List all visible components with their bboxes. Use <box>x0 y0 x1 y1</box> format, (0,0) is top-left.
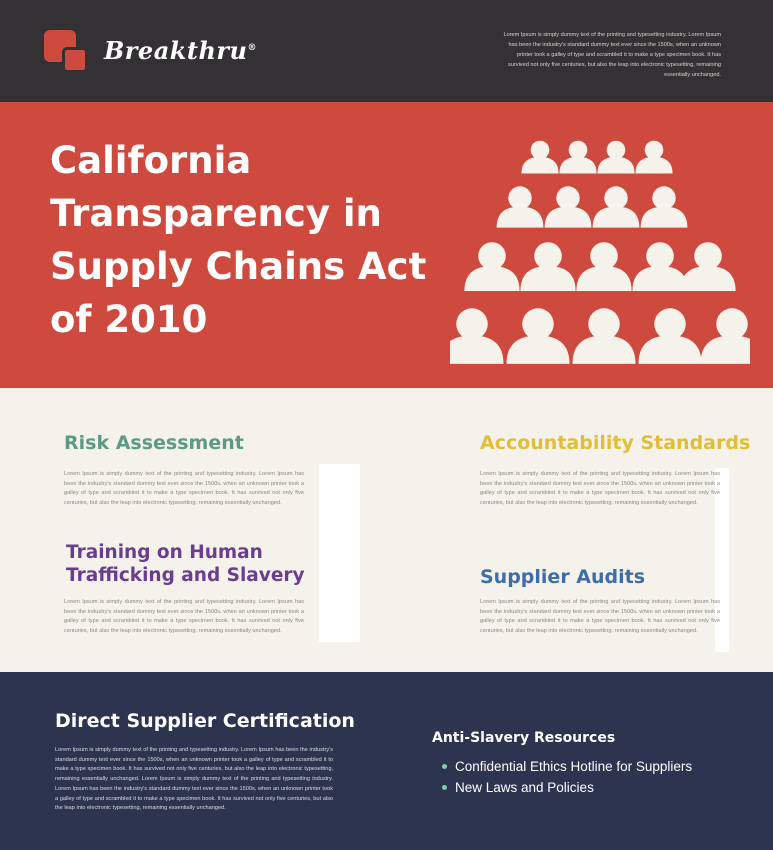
brand-name: Breakthru® <box>104 36 258 65</box>
footer-band <box>0 672 773 850</box>
training-text: Lorem Ipsum is simply dummy text of the printing and typesetting industry. Lorem Ipsum has been the industry's standard dummy text ever since the 1500s, when an unknown printer took a galley of type and scrambled it to make a type specimen book. It has survived not only five centuries, but also the leap into electronic typesetting, remaining essentially unchanged. <box>64 599 304 634</box>
header-band <box>0 0 773 102</box>
certification-text: Lorem Ipsum is simply dummy text of the printing and typesetting industry. Lorem Ipsum has been the industry's standard dummy text ever since the 1500s, when an unknown printer took a galley of type and scrambled it to make a type specimen book. It has survived not only five centuries, but also the leap into electronic typesetting, remaining essentially unchanged. Lorem Ipsum is simply dummy text of the printing and typesetting industry. Lorem Ipsum has been the industry's standard dummy text ever since the 1500s, when an unknown printer took a galley of type and scrambled it to make a type specimen book. It has survived not only five centuries, but also the leap into electronic typesetting, remaining essentially unchanged. <box>55 747 333 812</box>
bullet-icon <box>442 785 447 790</box>
resources-list <box>442 756 692 798</box>
divider-bar <box>319 464 360 642</box>
hero-band <box>0 102 773 388</box>
certification-title: Direct Supplier Certification <box>55 710 355 732</box>
accountability-standards-title: Accountability Standards <box>480 432 751 454</box>
sections-band <box>0 388 773 672</box>
bullet-icon <box>442 764 447 769</box>
supplier-audits-title: Supplier Audits <box>480 566 646 588</box>
risk-assessment-title: Risk Assessment <box>64 432 244 454</box>
supplier-audits-text: Lorem Ipsum is simply dummy text of the printing and typesetting industry. Lorem Ipsum has been the industry's standard dummy text ever since the 1500s, when an unknown printer took a galley of type and scrambled it to make a type specimen book. It has survived not only five centuries, but also the leap into electronic typesetting, remaining essentially unchanged. <box>480 599 720 634</box>
breakthru-logo-icon <box>44 30 88 72</box>
resources-title: Anti-Slavery Resources <box>432 730 616 746</box>
people-crowd-icon <box>450 128 750 383</box>
header-blurb: Lorem Ipsum is simply dummy text of the printing and typesetting industry. Lorem Ipsum has been the industry's standard dummy text ever since the 1500s, when an unknown printer took a galley of type and scrambled it to make a type specimen book. It has survived not only five centuries, but also the leap into electronic typesetting, remaining essentially unchanged. <box>503 32 721 78</box>
accountability-standards-text: Lorem Ipsum is simply dummy text of the printing and typesetting industry. Lorem Ipsum has been the industry's standard dummy text ever since the 1500s, when an unknown printer took a galley of type and scrambled it to make a type specimen book. It has survived not only five centuries, but also the leap into electronic typesetting, remaining essentially unchanged. <box>480 471 720 506</box>
training-title: Training on Human Trafficking and Slavery <box>66 542 305 586</box>
hero-title: California Transparency in Supply Chains Act of 2010 <box>50 139 427 341</box>
resource-item-laws[interactable]: New Laws and Policies <box>442 777 692 798</box>
resource-item-hotline[interactable]: Confidential Ethics Hotline for Suppliers <box>442 756 692 777</box>
risk-assessment-text: Lorem Ipsum is simply dummy text of the printing and typesetting industry. Lorem Ipsum has been the industry's standard dummy text ever since the 1500s, when an unknown printer took a galley of type and scrambled it to make a type specimen book. It has survived not only five centuries, but also the leap into electronic typesetting, remaining essentially unchanged. <box>64 471 304 506</box>
